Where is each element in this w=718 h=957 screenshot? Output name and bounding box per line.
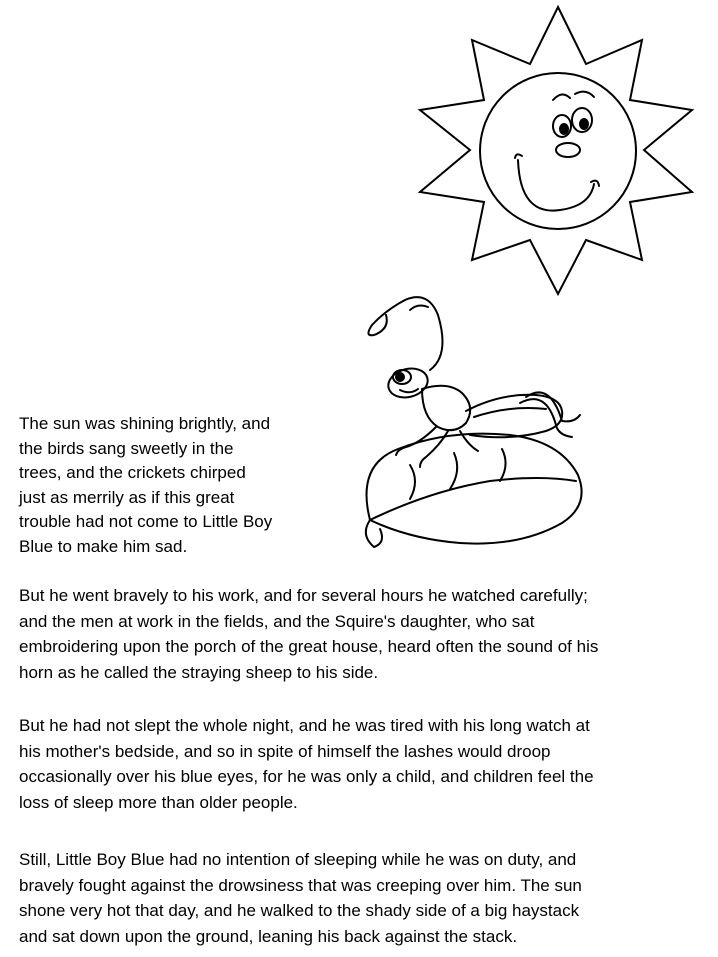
text-line: the birds sang sweetly in the [19, 438, 234, 458]
leaf [367, 434, 582, 544]
text-line: horn as he called the straying sheep to his side. [19, 662, 379, 682]
story-paragraph-3 [19, 713, 709, 815]
story-paragraph-4 [19, 847, 709, 949]
text-line: his mother's bedside, and so in spite of himself the lashes would droop [19, 741, 551, 761]
text-line: But he had not slept the whole night, and he was tired with his long watch at [19, 716, 590, 735]
text-line: and the men at work in the fields, and the Squire's daughter, who sat [19, 611, 535, 631]
text-line: trees, and the crickets chirped [19, 463, 246, 482]
sun-rays [420, 7, 692, 294]
text-line: just as merrily as if this great [19, 487, 235, 507]
text-line: occasionally over his blue eyes, for he was only a child, and children feel the [19, 767, 594, 787]
text-line: shone very hot that day, and he walked to the shady side of a big haystack [19, 901, 580, 921]
story-intro-paragraph [19, 412, 349, 559]
text-line: bravely fought against the drowsiness that was creeping over him. The sun [19, 875, 582, 895]
text-line: and sat down upon the ground, leaning his back against the stack. [19, 926, 518, 946]
sun-face [480, 73, 636, 229]
text-line: Blue to make him sad. [19, 536, 188, 556]
text-line: loss of sleep more than older people. [19, 792, 298, 812]
text-line: The sun was shining brightly, and [19, 414, 271, 433]
sun-illustration [410, 2, 700, 302]
text-line: embroidering upon the porch of the great house, heard often the sound of his [19, 637, 599, 657]
story-paragraph-2 [19, 583, 709, 685]
text-line: Still, Little Boy Blue had no intention of sleeping while he was on duty, and [19, 850, 577, 869]
cricket-illustration [350, 285, 600, 555]
text-line: trouble had not come to Little Boy [19, 512, 273, 531]
text-line: But he went bravely to his work, and for several hours he watched carefully; [19, 586, 588, 605]
